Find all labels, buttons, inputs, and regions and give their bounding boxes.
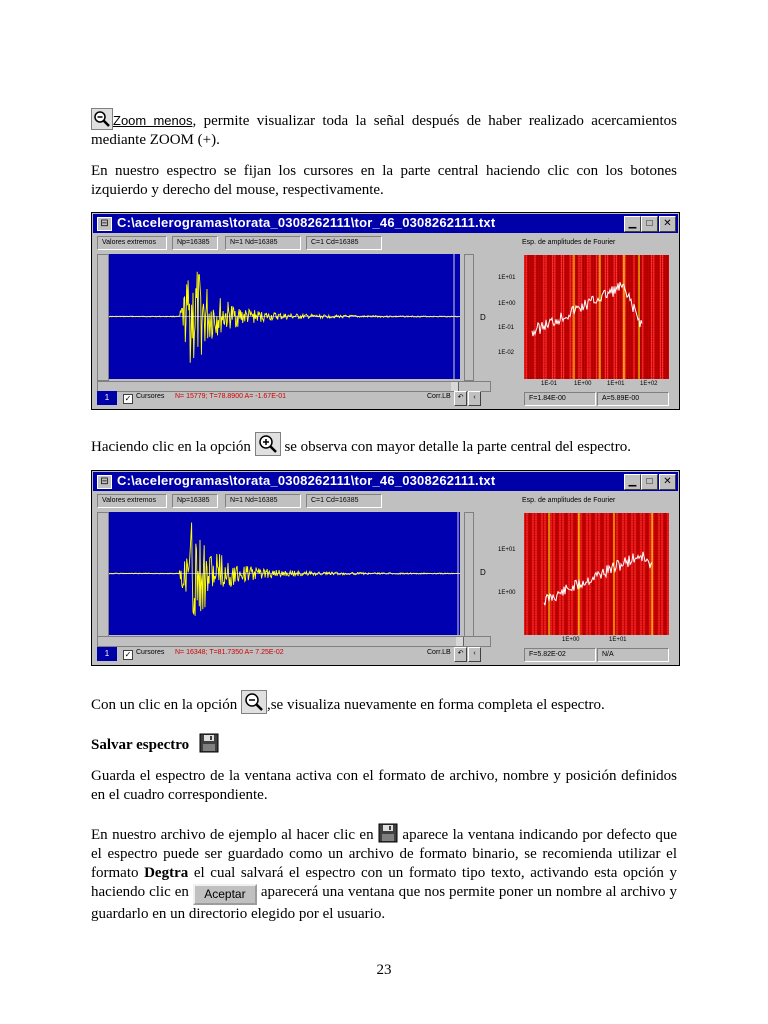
channel-number[interactable]: 1	[97, 391, 117, 405]
x-tick: 1E+02	[640, 381, 658, 387]
vertical-scrollbar[interactable]	[97, 254, 109, 381]
spectrum-title: Esp. de amplitudes de Fourier	[522, 497, 616, 504]
amplitude-readout: N/A	[597, 648, 669, 662]
fourier-spectrum-plot[interactable]	[524, 255, 669, 379]
y-tick: 1E+01	[498, 275, 516, 281]
frequency-readout: F=5.82E-02	[524, 648, 596, 662]
signal-waveform	[109, 272, 460, 363]
y-tick: 1E-02	[498, 350, 515, 356]
c-field: C=1 Cd=16385	[306, 494, 382, 508]
system-menu-button[interactable]: ⊟	[97, 217, 112, 231]
close-button[interactable]: ✕	[659, 216, 676, 232]
paragraph-zoom-menos	[91, 108, 677, 150]
scroll-thumb[interactable]	[456, 637, 464, 646]
system-menu-button[interactable]: ⊟	[97, 475, 112, 489]
zoom-in-icon	[255, 432, 281, 456]
page-number: 23	[376, 962, 392, 978]
c-field: C=1 Cd=16385	[306, 236, 382, 250]
minimize-button[interactable]: ▁	[624, 216, 641, 232]
cursor-readout: N= 15779; T=78.8900 A= -1.67E-01	[175, 393, 286, 400]
horizontal-scrollbar[interactable]	[97, 636, 491, 647]
status-bar	[92, 647, 679, 665]
window-title: C:\acelerogramas\torata_0308262111\tor_46_0308262111.txt	[117, 215, 496, 230]
floppy-disk-icon	[378, 823, 398, 843]
right-scrollbar[interactable]	[464, 254, 474, 381]
x-tick: 1E+01	[607, 381, 625, 387]
channel-number[interactable]: 1	[97, 647, 117, 661]
paragraph-guarda: Guarda el espectro de la ventana activa con el formato de archivo, nombre y posición definidos en el cuadro correspondiente.	[91, 768, 677, 803]
paragraph-zoom-menos-2	[91, 690, 677, 715]
paragraph-cursores: En nuestro espectro se fijan los cursores en la parte central haciendo clic con los botones izquierdo y derecho del mouse, respectivamente.	[91, 163, 677, 198]
cursor-readout: N= 16348; T=81.7350 A= 7.25E-02	[175, 649, 284, 656]
spectrum-window-1	[91, 212, 680, 410]
signal-trace	[109, 512, 460, 635]
floppy-disk-icon	[199, 733, 219, 753]
scroll-thumb[interactable]	[451, 382, 459, 391]
x-tick: 1E+00	[574, 381, 592, 387]
section-heading: Salvar espectro	[91, 737, 190, 753]
paragraph-zoom-mas	[91, 432, 677, 457]
n-field: N=1 Nd=16385	[225, 236, 301, 250]
degtra-bold: Degtra	[144, 865, 189, 881]
cursores-label: Cursores	[136, 649, 165, 656]
signal-plot[interactable]	[109, 512, 460, 635]
salvar-espectro-heading	[91, 733, 677, 755]
d-label: D	[480, 313, 486, 322]
x-tick: 1E-01	[541, 381, 558, 387]
corr-lb-label: Corr.LB	[427, 649, 451, 656]
window-titlebar	[93, 472, 678, 491]
signal-trace	[109, 254, 460, 379]
valores-extremos-button[interactable]: Valores extremos	[97, 494, 167, 508]
undo-button[interactable]: ↶	[454, 391, 467, 406]
fourier-spectrum-curve	[524, 513, 669, 635]
y-tick: 1E+00	[498, 590, 516, 596]
spectrum-window-2	[91, 470, 680, 666]
window-titlebar	[93, 214, 678, 233]
status-bar	[92, 391, 679, 409]
amplitude-readout: A=5.89E-00	[597, 392, 669, 406]
paragraph-text: el cual salvará el espectro con un formato tipo texto, activando esta opción y haciendo clic en	[91, 865, 677, 900]
aceptar-button: Aceptar	[193, 884, 257, 905]
paragraph-text: ,se visualiza nuevamente en forma completa el espectro.	[266, 697, 605, 713]
back-button[interactable]: ‹	[468, 391, 481, 406]
y-tick: 1E+01	[498, 547, 516, 553]
d-label: D	[480, 568, 486, 577]
zoom-out-icon	[241, 690, 267, 714]
x-tick: 1E+01	[609, 637, 627, 643]
frequency-readout: F=1.84E-00	[524, 392, 596, 406]
signal-waveform	[109, 523, 460, 616]
back-button[interactable]: ‹	[468, 647, 481, 662]
valores-extremos-button[interactable]: Valores extremos	[97, 236, 167, 250]
np-field: Np=16385	[172, 236, 218, 250]
paragraph-text: , permite visualizar toda la señal después de haber realizado acercamientos mediante ZOOM (+).	[91, 113, 677, 148]
paragraph-text: aparece la ventana indicando por defecto que el espectro puede ser guardado como un archivo de formato binario, se recomienda utilizar el formato	[91, 827, 677, 881]
cursores-checkbox[interactable]: ✓	[124, 650, 132, 659]
zoom-menos-label: Zoom menos	[113, 113, 193, 128]
y-tick: 1E-01	[498, 325, 515, 331]
zoom-out-icon	[91, 108, 113, 130]
n-field: N=1 Nd=16385	[225, 494, 301, 508]
right-scrollbar[interactable]	[464, 512, 474, 637]
paragraph-text: aparecerá una ventana que nos permite poner un nombre al archivo y guardarlo en un directorio elegido por el usuario.	[91, 884, 678, 922]
fourier-spectrum-curve	[524, 255, 669, 379]
cursores-checkbox[interactable]: ✓	[124, 394, 132, 403]
minimize-button[interactable]: ▁	[624, 474, 641, 490]
fourier-spectrum-plot[interactable]	[524, 513, 669, 635]
window-title: C:\acelerogramas\torata_0308262111\tor_46_0308262111.txt	[117, 473, 496, 488]
y-tick: 1E+00	[498, 301, 516, 307]
undo-button[interactable]: ↶	[454, 647, 467, 662]
close-button[interactable]: ✕	[659, 474, 676, 490]
signal-plot[interactable]	[109, 254, 460, 379]
corr-lb-label: Corr.LB	[427, 393, 451, 400]
maximize-button[interactable]: □	[641, 216, 658, 232]
paragraph-text: En nuestro archivo de ejemplo al hacer clic en	[91, 827, 374, 843]
x-tick: 1E+00	[562, 637, 580, 643]
paragraph-text: Haciendo clic en la opción	[91, 439, 251, 455]
maximize-button[interactable]: □	[641, 474, 658, 490]
spectrum-title: Esp. de amplitudes de Fourier	[522, 239, 616, 246]
cursores-label: Cursores	[136, 393, 165, 400]
paragraph-ejemplo	[91, 823, 677, 924]
vertical-scrollbar[interactable]	[97, 512, 109, 637]
np-field: Np=16385	[172, 494, 218, 508]
paragraph-text: Con un clic en la opción	[91, 697, 238, 713]
paragraph-text: se observa con mayor detalle la parte central del espectro.	[284, 439, 631, 455]
